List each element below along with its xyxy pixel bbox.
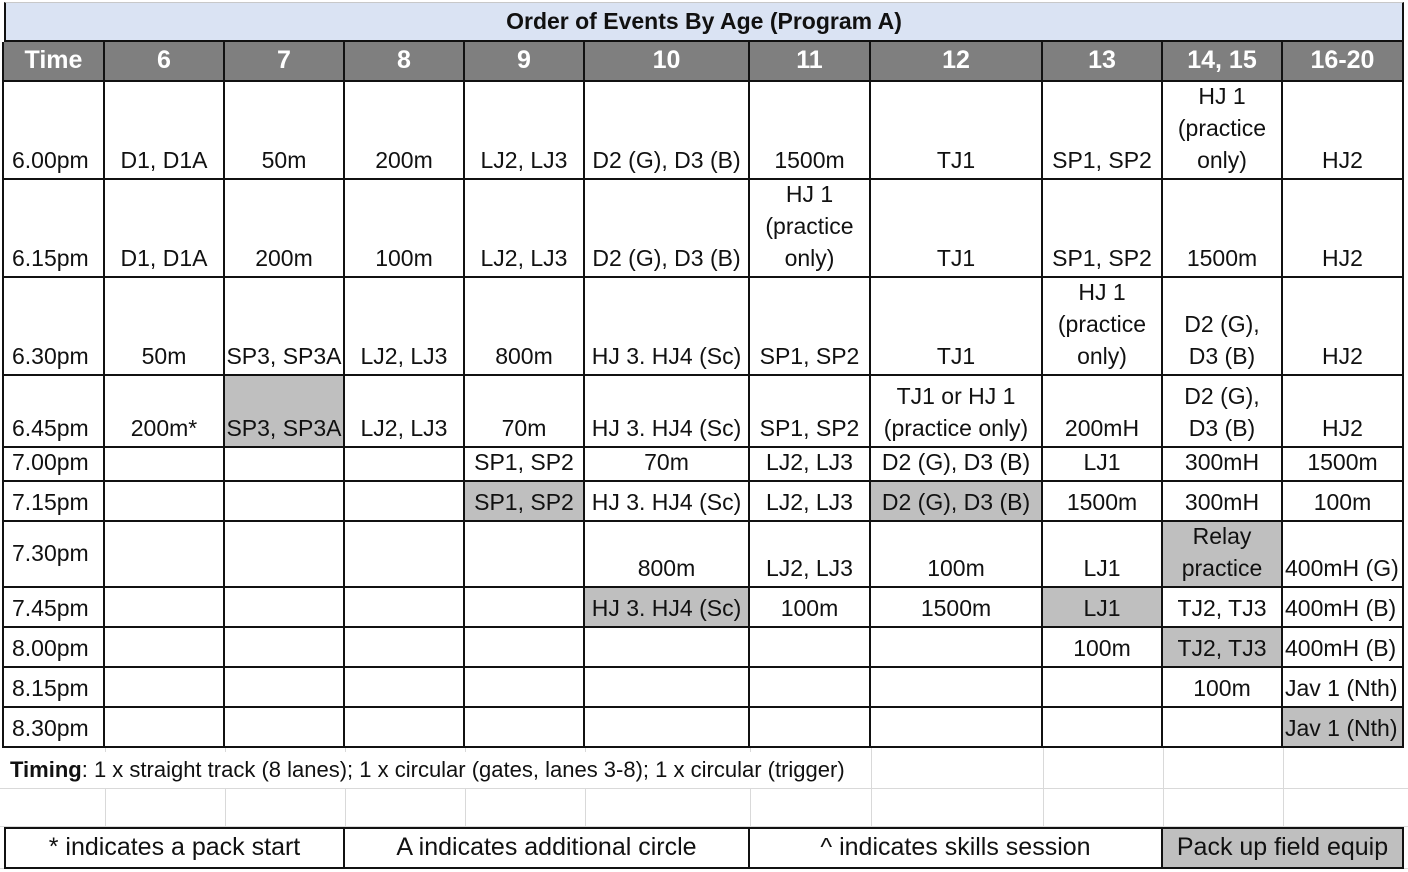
table-cell[interactable]: 400mH (B)	[1283, 628, 1404, 668]
table-cell[interactable]: 1500m	[1283, 448, 1404, 482]
table-cell[interactable]	[465, 522, 585, 588]
table-cell[interactable]	[105, 628, 225, 668]
table-cell[interactable]: LJ2, LJ3	[345, 376, 465, 448]
time-cell[interactable]: 8.30pm	[4, 708, 105, 748]
table-cell[interactable]	[345, 668, 465, 708]
table-cell[interactable]	[105, 482, 225, 522]
table-cell[interactable]: 300mH	[1163, 482, 1283, 522]
column-header-8[interactable]: 13	[1043, 42, 1163, 82]
time-cell[interactable]: 7.00pm	[4, 448, 105, 482]
table-cell[interactable]: LJ1	[1043, 588, 1163, 628]
table-cell[interactable]	[345, 628, 465, 668]
table-cell[interactable]	[225, 482, 345, 522]
legend-box-2: A indicates additional circle	[345, 827, 750, 869]
table-cell[interactable]	[1163, 376, 1283, 448]
table-cell[interactable]: HJ 3. HJ4 (Sc)	[585, 588, 750, 628]
table-cell[interactable]: 100m	[871, 522, 1043, 588]
table-cell[interactable]: D2 (G), D3 (B)	[585, 82, 750, 180]
table-cell[interactable]	[105, 588, 225, 628]
table-cell[interactable]: 400mH (G)	[1283, 522, 1404, 588]
cell-line: Relay	[1192, 523, 1252, 549]
table-cell[interactable]: TJ2, TJ3	[1163, 628, 1283, 668]
table-cell[interactable]: HJ 3. HJ4 (Sc)	[585, 482, 750, 522]
table-cell[interactable]	[465, 668, 585, 708]
time-cell[interactable]: 7.15pm	[4, 482, 105, 522]
cell-line: HJ 1	[785, 181, 834, 207]
table-cell[interactable]: SP1, SP2	[465, 448, 585, 482]
column-header-7[interactable]: 12	[871, 42, 1043, 82]
table-cell[interactable]	[585, 708, 750, 748]
table-cell[interactable]	[225, 448, 345, 482]
table-cell[interactable]: 70m	[585, 448, 750, 482]
table-cell[interactable]: SP1, SP2	[1043, 180, 1163, 278]
table-cell[interactable]	[750, 628, 871, 668]
table-cell[interactable]: 200m	[345, 82, 465, 180]
table-cell[interactable]: SP1, SP2	[750, 376, 871, 448]
cell-line: only)	[784, 245, 835, 271]
table-cell[interactable]: D1, D1A	[105, 180, 225, 278]
table-cell[interactable]: 400mH (B)	[1283, 588, 1404, 628]
table-cell[interactable]: 200m	[225, 180, 345, 278]
table-cell[interactable]: 200mH	[1043, 376, 1163, 448]
table-cell[interactable]: 70m	[465, 376, 585, 448]
table-cell[interactable]: D2 (G), D3 (B)	[585, 180, 750, 278]
column-header-time[interactable]: Time	[4, 42, 105, 82]
table-cell[interactable]	[1163, 278, 1283, 376]
table-cell[interactable]: LJ2, LJ3	[750, 482, 871, 522]
table-cell[interactable]	[1163, 708, 1283, 748]
table-cell[interactable]: 1500m	[1163, 180, 1283, 278]
table-cell[interactable]	[105, 522, 225, 588]
table-cell[interactable]: D2 (G), D3 (B)	[871, 448, 1043, 482]
table-cell[interactable]	[585, 628, 750, 668]
time-cell[interactable]: 6.45pm	[4, 376, 105, 448]
cell-line: TJ1 or HJ 1	[896, 383, 1016, 409]
table-cell[interactable]: LJ2, LJ3	[465, 82, 585, 180]
table-cell[interactable]	[1043, 278, 1163, 376]
table-cell[interactable]	[105, 448, 225, 482]
table-cell[interactable]	[225, 628, 345, 668]
table-cell[interactable]: LJ2, LJ3	[750, 448, 871, 482]
table-cell[interactable]: SP3, SP3A	[225, 376, 345, 448]
table-cell[interactable]: 100m	[1283, 482, 1404, 522]
time-cell[interactable]: 8.00pm	[4, 628, 105, 668]
table-cell[interactable]: TJ1	[871, 82, 1043, 180]
table-cell[interactable]	[345, 588, 465, 628]
time-cell[interactable]: 8.15pm	[4, 668, 105, 708]
time-cell[interactable]: 7.45pm	[4, 588, 105, 628]
column-header-2[interactable]: 7	[225, 42, 345, 82]
table-cell[interactable]: LJ2, LJ3	[750, 522, 871, 588]
table-cell[interactable]: SP3, SP3A	[225, 278, 345, 376]
table-cell[interactable]	[345, 482, 465, 522]
timing-text: : 1 x straight track (8 lanes); 1 x circular (gates, lanes 3-8); 1 x circular (trigger)	[81, 757, 845, 782]
table-cell[interactable]: 100m	[345, 180, 465, 278]
table-cell[interactable]: Jav 1 (Nth)	[1283, 708, 1404, 748]
table-cell[interactable]: TJ1	[871, 278, 1043, 376]
table-cell[interactable]: 800m	[585, 522, 750, 588]
table-cell[interactable]: HJ2	[1283, 82, 1404, 180]
table-cell[interactable]: LJ1	[1043, 522, 1163, 588]
sheet-title: Order of Events By Age (Program A)	[4, 2, 1404, 42]
cell-line: D2 (G),	[1184, 383, 1260, 409]
table-cell[interactable]: LJ1	[1043, 448, 1163, 482]
table-cell[interactable]	[105, 668, 225, 708]
column-header-9[interactable]: 14, 15	[1163, 42, 1283, 82]
table-cell[interactable]	[345, 708, 465, 748]
table-cell[interactable]: 100m	[750, 588, 871, 628]
table-cell[interactable]: 200m*	[105, 376, 225, 448]
cell-line: HJ 1	[1198, 83, 1246, 109]
table-cell[interactable]	[225, 708, 345, 748]
table-cell[interactable]: HJ2	[1283, 376, 1404, 448]
cell-line: (practice	[765, 213, 854, 239]
time-cell[interactable]: 7.30pm	[4, 522, 105, 588]
table-cell[interactable]: HJ 3. HJ4 (Sc)	[585, 376, 750, 448]
table-cell[interactable]	[585, 668, 750, 708]
timing-label: Timing	[10, 757, 82, 782]
table-left-border	[2, 42, 4, 748]
table-cell[interactable]	[225, 668, 345, 708]
table-cell[interactable]: Jav 1 (Nth)	[1283, 668, 1404, 708]
timing-note	[10, 752, 851, 788]
table-cell[interactable]	[871, 708, 1043, 748]
column-header-5[interactable]: 10	[585, 42, 750, 82]
table-cell[interactable]	[465, 588, 585, 628]
table-cell[interactable]: 100m	[1043, 628, 1163, 668]
table-cell[interactable]: 1500m	[1043, 482, 1163, 522]
cell-line: only)	[1197, 147, 1247, 173]
table-cell[interactable]	[105, 708, 225, 748]
legend-box-4: Pack up field equip	[1163, 827, 1404, 869]
table-cell[interactable]: TJ1	[871, 180, 1043, 278]
cell-line: D2 (G),	[1184, 311, 1260, 337]
table-cell[interactable]: 50m	[225, 82, 345, 180]
table-cell[interactable]: 100m	[1163, 668, 1283, 708]
legend-box-1: * indicates a pack start	[4, 827, 345, 869]
table-cell[interactable]: HJ2	[1283, 180, 1404, 278]
cell-line: (practice only)	[883, 415, 1029, 441]
table-cell[interactable]: LJ2, LJ3	[465, 180, 585, 278]
cell-line: only)	[1077, 343, 1127, 369]
cell-line: practice	[1181, 555, 1263, 581]
time-cell[interactable]: 6.30pm	[4, 278, 105, 376]
cell-line: D3 (B)	[1188, 415, 1256, 441]
column-header-4[interactable]: 9	[465, 42, 585, 82]
table-cell[interactable]: HJ2	[1283, 278, 1404, 376]
table-cell[interactable]	[1043, 708, 1163, 748]
table-cell[interactable]	[1163, 82, 1283, 180]
table-cell[interactable]: 800m	[465, 278, 585, 376]
column-header-10[interactable]: 16-20	[1283, 42, 1404, 82]
table-cell[interactable]: SP1, SP2	[465, 482, 585, 522]
table-cell[interactable]	[345, 448, 465, 482]
gridline	[0, 788, 1408, 789]
column-header-6[interactable]: 11	[750, 42, 871, 82]
table-cell[interactable]: 300mH	[1163, 448, 1283, 482]
table-cell[interactable]: 1500m	[871, 588, 1043, 628]
table-cell[interactable]: LJ2, LJ3	[345, 278, 465, 376]
cell-line: D3 (B)	[1188, 343, 1256, 369]
table-cell[interactable]: HJ 3. HJ4 (Sc)	[585, 278, 750, 376]
column-header-1[interactable]: 6	[105, 42, 225, 82]
table-cell[interactable]: 1500m	[750, 82, 871, 180]
table-cell[interactable]	[871, 628, 1043, 668]
table-cell[interactable]: 50m	[105, 278, 225, 376]
time-cell[interactable]: 6.00pm	[4, 82, 105, 180]
table-cell[interactable]: D2 (G), D3 (B)	[871, 482, 1043, 522]
table-cell[interactable]: D1, D1A	[105, 82, 225, 180]
table-cell[interactable]	[750, 668, 871, 708]
table-cell[interactable]	[225, 522, 345, 588]
table-cell[interactable]: SP1, SP2	[750, 278, 871, 376]
table-cell[interactable]: TJ2, TJ3	[1163, 588, 1283, 628]
column-header-3[interactable]: 8	[345, 42, 465, 82]
table-cell[interactable]	[871, 668, 1043, 708]
table-cell[interactable]	[345, 522, 465, 588]
legend-box-3: ^ indicates skills session	[750, 827, 1163, 869]
table-cell[interactable]	[465, 708, 585, 748]
cell-line: (practice	[1057, 311, 1147, 337]
table-cell[interactable]	[1043, 668, 1163, 708]
table-cell[interactable]: SP1, SP2	[1043, 82, 1163, 180]
table-cell[interactable]	[750, 180, 871, 278]
table-cell[interactable]	[225, 588, 345, 628]
table-cell[interactable]	[465, 628, 585, 668]
cell-line: HJ 1	[1078, 279, 1126, 305]
time-cell[interactable]: 6.15pm	[4, 180, 105, 278]
table-cell[interactable]	[750, 708, 871, 748]
table-cell[interactable]	[1163, 522, 1283, 588]
cell-line: (practice	[1177, 115, 1267, 141]
table-cell[interactable]	[871, 376, 1043, 448]
